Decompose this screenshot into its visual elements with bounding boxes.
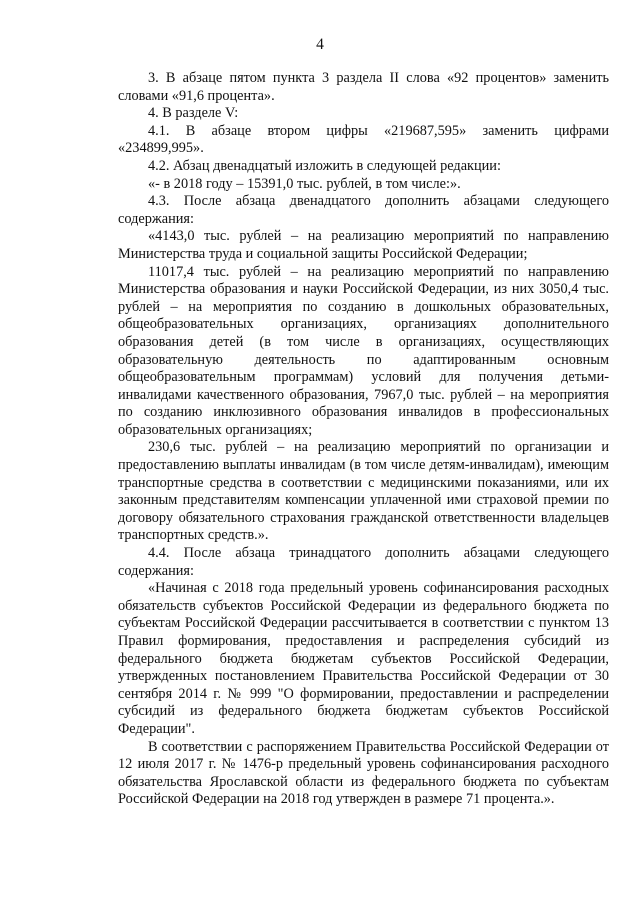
paragraph-cofinancing-level: «Начиная с 2018 года предельный уровень софинансирования расходных обязательств субъектов Российской Федерации из федерального бюджета по субъектам Российской Федерации рассчитывается в соответствии с пунктом 13 Правил формирования, предоставления и распределения субсидий из федерального бюджета бюджетам субъектов Российской Федерации, утвержденных постановлением Правительства Российской Федерации от 30 сентября 2014 г. № 999 "О формировании, предоставлении и распределении субсидий из федерального бюджета бюджетам субъектов Российской Федерации". (118, 580, 609, 737)
paragraph-item-4-2: 4.2. Абзац двенадцатый изложить в следующей редакции: (148, 157, 501, 174)
paragraph-quote-2018: «- в 2018 году – 15391,0 тыс. рублей, в том числе:». (148, 175, 461, 192)
paragraph-disabled-payments: 230,6 тыс. рублей – на реализацию мероприятий по организации и предоставлению выплаты инвалидам (в том числе детям-инвалидам), имеющим транспортные средства в соответствии с медицинскими показаниями, или их законным представителям компенсации уплаченной ими страховой премии по договору обязательного страхования гражданской ответственности владельцев транспортных средств.». (118, 439, 609, 544)
paragraph-item-3: 3. В абзаце пятом пункта 3 раздела II слова «92 процентов» заменить словами «91,6 процента». (118, 70, 609, 104)
paragraph-item-4-4: 4.4. После абзаца тринадцатого дополнить абзацами следующего содержания: (118, 545, 609, 579)
document-body (118, 70, 609, 809)
paragraph-item-4: 4. В разделе V: (148, 105, 239, 122)
paragraph-ministry-labor: «4143,0 тыс. рублей – на реализацию мероприятий по направлению Министерства труда и социальной защиты Российской Федерации; (118, 228, 609, 262)
page-number: 4 (316, 36, 324, 53)
paragraph-government-order: В соответствии с распоряжением Правительства Российской Федерации от 12 июля 2017 г. № 1476-р предельный уровень софинансирования расходного обязательства Ярославской области из федерального бюджета по субъектам Российской Федерации на 2018 год утвержден в размере 71 процента.». (118, 738, 609, 808)
paragraph-item-4-1: 4.1. В абзаце втором цифры «219687,595» заменить цифрами «234899,995». (118, 122, 609, 157)
paragraph-item-4-3: 4.3. После абзаца двенадцатого дополнить абзацами следующего содержания: (118, 193, 609, 227)
paragraph-ministry-education: 11017,4 тыс. рублей – на реализацию мероприятий по направлению Министерства образования и науки Российской Федерации, из них 3050,4 тыс. рублей – на мероприятия по созданию в дошкольных образовательных, общеобразовательных организациях, организациях дополнительного образования детей (в том числе в организациях, осуществляющих образовательную деятельность по адаптированным основным общеобразовательным программам) условий для получения детьми-инвалидами качественного образования, 7967,0 тыс. рублей – на мероприятия по созданию инклюзивного образования инвалидов в профессиональных образовательных организациях; (118, 263, 609, 438)
